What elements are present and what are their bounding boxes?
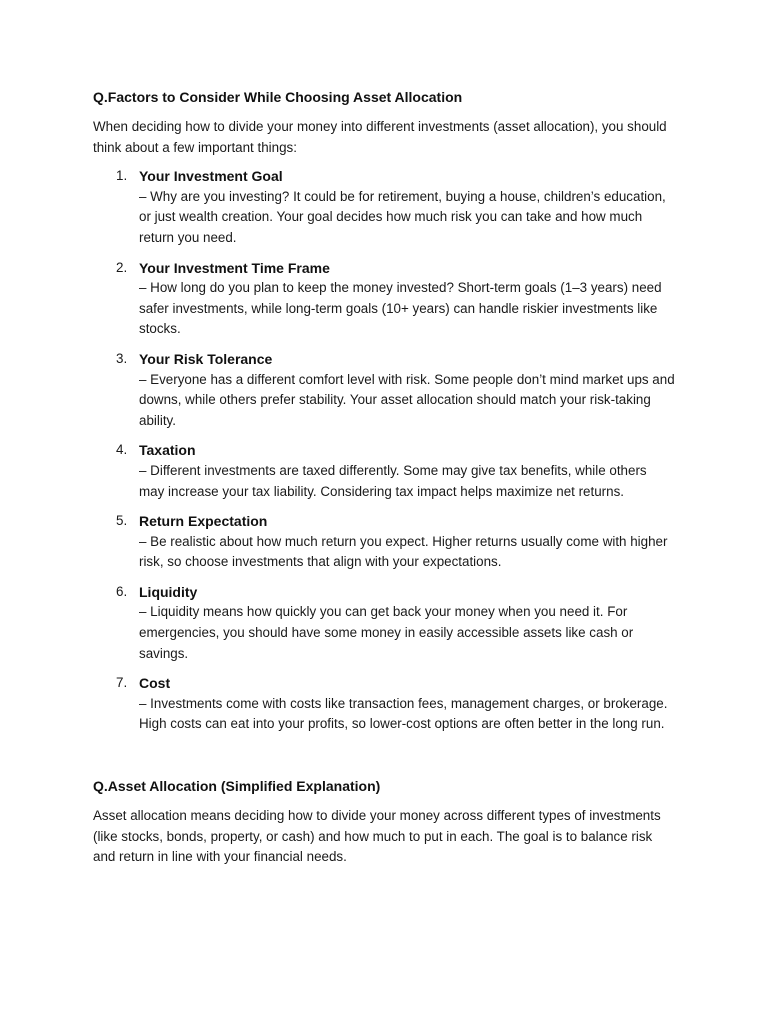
factor-number: 7. xyxy=(116,675,128,691)
factor-title: Your Risk Tolerance xyxy=(139,350,273,367)
factor-description: – Why are you investing? It could be for retirement, buying a house, children’s education, or just wealth creation. Your goal decides how much risk you can take and how much return you need. xyxy=(139,188,666,245)
factor-item-risk-tolerance xyxy=(93,349,675,431)
factor-item-taxation xyxy=(93,440,675,502)
factor-item-time-frame xyxy=(93,258,675,340)
factor-title: Return Expectation xyxy=(139,513,268,530)
section-factors xyxy=(93,86,675,735)
section-heading-asset-allocation: Q.Asset Allocation (Simplified Explanation) xyxy=(93,778,381,795)
section-intro: When deciding how to divide your money into different investments (asset allocation), you should think about a few important things: xyxy=(93,119,667,155)
factor-item-liquidity xyxy=(93,582,675,664)
factor-description: – How long do you plan to keep the money invested? Short-term goals (1–3 years) need safer investments, while long-term goals (10+ years) can handle riskier investments like stocks. xyxy=(139,280,662,337)
document-page xyxy=(93,86,675,868)
factor-title: Your Investment Goal xyxy=(139,168,283,185)
factor-title: Taxation xyxy=(139,442,196,459)
factor-number: 1. xyxy=(116,168,128,184)
section-body: Asset allocation means deciding how to divide your money across different types of investments (like stocks, bonds, property, or cash) and how much to put in each. The goal is to balance risk and return in line with your financial needs. xyxy=(93,808,661,865)
factor-number: 4. xyxy=(116,442,128,458)
factor-title: Cost xyxy=(139,675,171,692)
factor-description: – Be realistic about how much return you expect. Higher returns usually come with higher risk, so choose investments that align with your expectations. xyxy=(139,533,668,570)
factor-item-investment-goal xyxy=(93,166,675,248)
factor-title: Liquidity xyxy=(139,583,198,600)
factor-item-cost xyxy=(93,673,675,735)
factor-number: 2. xyxy=(116,259,128,275)
factor-number: 5. xyxy=(116,513,128,529)
factor-description: – Liquidity means how quickly you can get back your money when you need it. For emergencies, you should have some money in easily accessible assets like cash or savings. xyxy=(139,604,634,661)
factor-description: – Everyone has a different comfort level with risk. Some people don’t mind market ups and downs, while others prefer stability. Your asset allocation should match your risk-taking ability. xyxy=(139,371,675,428)
factor-number: 6. xyxy=(116,583,128,599)
factor-item-return-expectation xyxy=(93,511,675,573)
factor-description: – Investments come with costs like transaction fees, management charges, or brokerage. High costs can eat into your profits, so lower-cost options are often better in the long run. xyxy=(139,695,668,732)
factor-number: 3. xyxy=(116,350,128,366)
section-asset-allocation xyxy=(93,775,675,868)
factor-description: – Different investments are taxed differently. Some may give tax benefits, while others may increase your tax liability. Considering tax impact helps maximize net returns. xyxy=(139,462,647,499)
factor-title: Your Investment Time Frame xyxy=(139,259,330,276)
factor-list xyxy=(93,166,675,735)
section-heading-factors: Q.Factors to Consider While Choosing Asset Allocation xyxy=(93,89,463,105)
